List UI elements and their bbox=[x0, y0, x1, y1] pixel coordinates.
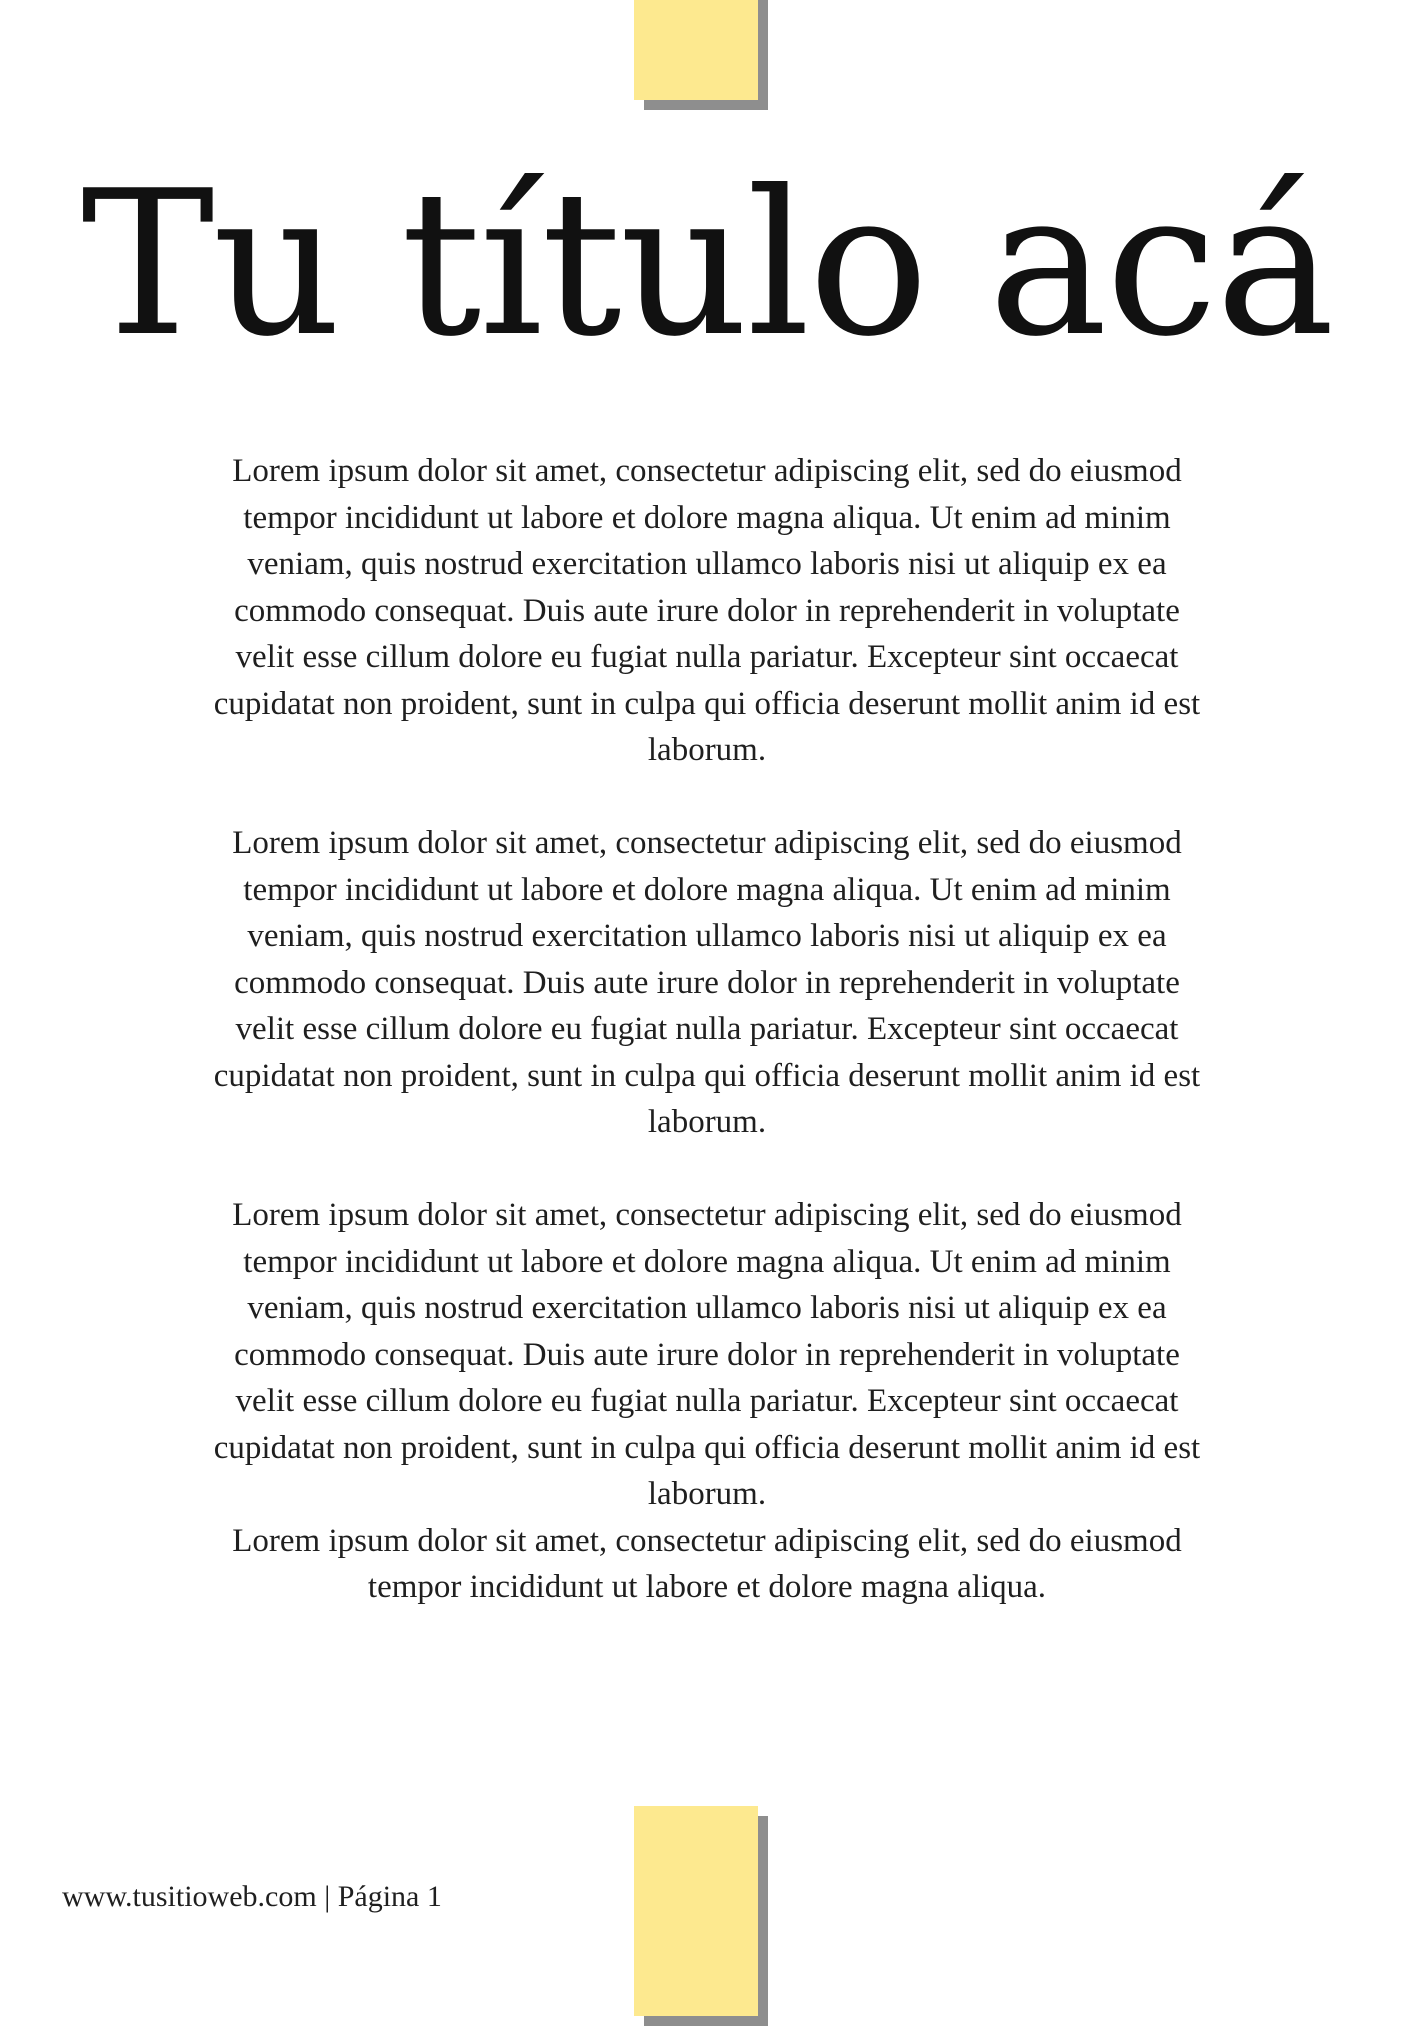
page-title: Tu título acá bbox=[81, 148, 1333, 381]
footer-page-info: www.tusitioweb.com | Página 1 bbox=[62, 1880, 442, 1913]
paragraph-1: Lorem ipsum dolor sit amet, consectetur adipiscing elit, sed do eiusmod tempor incididunt ut labore et dolore magna aliqua. Ut enim ad minim veniam, quis nostrud exercitation ullamco laboris nisi ut aliquip ex ea commodo consequat. Duis aute irure dolor in reprehenderit in voluptate velit esse cillum dolore eu fugiat nulla pariatur. Excepteur sint occaecat cupidatat non proident, sunt in culpa qui officia deserunt mollit anim id est laborum. bbox=[213, 453, 1201, 768]
paragraph-2: Lorem ipsum dolor sit amet, consectetur adipiscing elit, sed do eiusmod tempor incididunt ut labore et dolore magna aliqua. Ut enim ad minim veniam, quis nostrud exercitation ullamco laboris nisi ut aliquip ex ea commodo consequat. Duis aute irure dolor in reprehenderit in voluptate velit esse cillum dolore eu fugiat nulla pariatur. Excepteur sint occaecat cupidatat non proident, sunt in culpa qui officia deserunt mollit anim id est laborum. bbox=[213, 825, 1201, 1140]
bottom-accent-block bbox=[634, 1806, 758, 2016]
paragraph-4: Lorem ipsum dolor sit amet, consectetur adipiscing elit, sed do eiusmod tempor incididunt ut labore et dolore magna aliqua. bbox=[232, 1522, 1182, 1605]
body-text bbox=[207, 448, 1207, 1611]
bottom-accent-fill bbox=[634, 1806, 758, 2016]
top-accent-block bbox=[634, 0, 758, 100]
paragraph-3: Lorem ipsum dolor sit amet, consectetur adipiscing elit, sed do eiusmod tempor incididunt ut labore et dolore magna aliqua. Ut enim ad minim veniam, quis nostrud exercitation ullamco laboris nisi ut aliquip ex ea commodo consequat. Duis aute irure dolor in reprehenderit in voluptate velit esse cillum dolore eu fugiat nulla pariatur. Excepteur sint occaecat cupidatat non proident, sunt in culpa qui officia deserunt mollit anim id est laborum. bbox=[213, 1197, 1201, 1512]
top-accent-fill bbox=[634, 0, 758, 100]
